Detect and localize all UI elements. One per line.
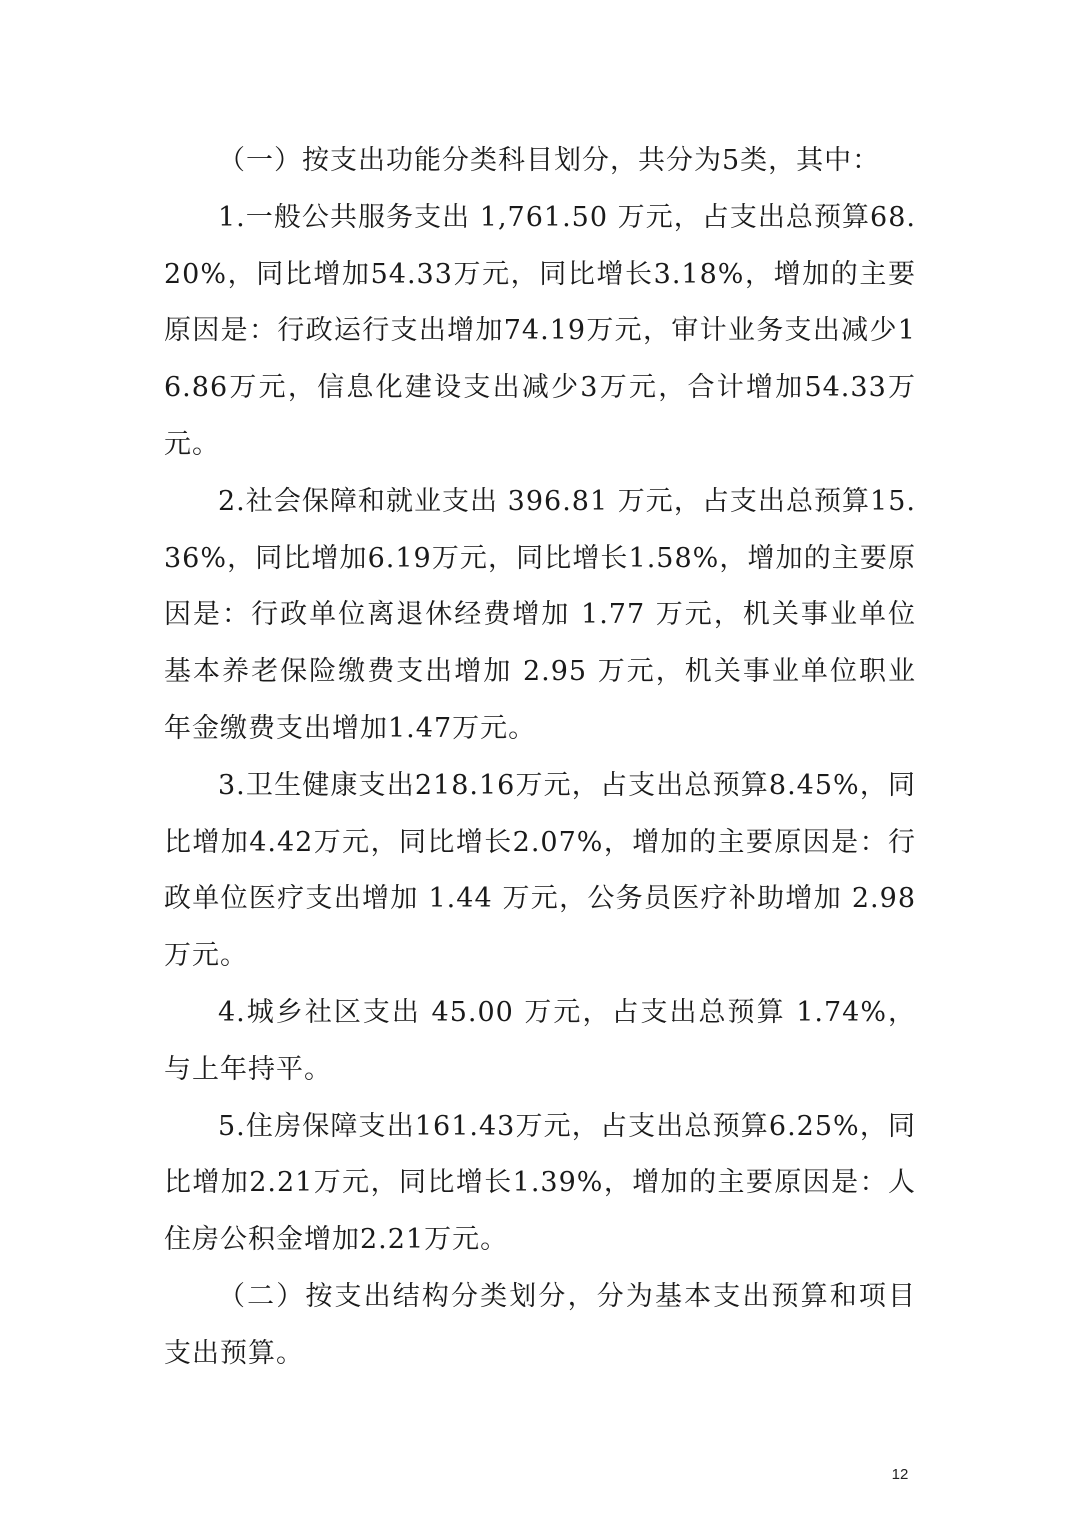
paragraph-social-security-employment: 2.社会保障和就业支出 396.81 万元，占支出总预算15.36%，同比增加6.19万元，同比增长1.58%，增加的主要原因是：行政单位离退休经费增加 1.77 万元，机关事业单位基本养老保险缴费支出增加 2.95 万元，机关事业单位职业年金缴费支出增加1.47万元。 [164,485,916,744]
paragraph-urban-rural-community: 4.城乡社区支出 45.00 万元，占支出总预算 1.74%，与上年持平。 [164,996,916,1085]
paragraph-health: 3.卫生健康支出218.16万元，占支出总预算8.45%，同比增加4.42万元，同比增长2.07%，增加的主要原因是：行政单位医疗支出增加 1.44 万元，公务员医疗补助增加 2.98 万元。 [164,769,916,972]
paragraph-housing-security: 5.住房保障支出161.43万元，占支出总预算6.25%，同比增加2.21万元，同比增长1.39%，增加的主要原因是：人住房公积金增加2.21万元。 [164,1110,916,1256]
document-body [164,133,916,1383]
page-number: 12 [891,1466,909,1483]
paragraph-general-public-services: 1.一般公共服务支出 1,761.50 万元，占支出总预算68.20%，同比增加54.33万元，同比增长3.18%，增加的主要原因是：行政运行支出增加74.19万元，审计业务支出减少16.86万元，信息化建设支出减少3万元，合计增加54.33万元。 [164,201,916,460]
paragraph-functional-classification-heading: （一）按支出功能分类科目划分，共分为5类，其中： [218,145,881,176]
paragraph-structural-classification-heading: （二）按支出结构分类划分，分为基本支出预算和项目支出预算。 [164,1280,916,1369]
